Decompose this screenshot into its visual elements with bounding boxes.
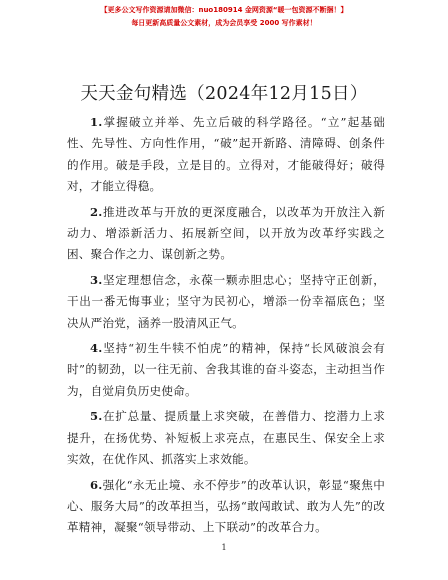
paragraph-text: 坚持“初生牛犊不怕虎”的精神，保持“长风破浪会有时”的韧劲，以一往无前、舍我其谁的奋斗姿态，主动担当作为，自觉肩负历史使命。	[67, 341, 385, 398]
paragraph-4	[67, 338, 385, 402]
document-body	[67, 112, 385, 543]
paragraph-number: 5.	[90, 409, 103, 424]
paragraph-text: 强化“永无止境、永不停步”的改革认识，彰显“聚焦中心、服务大局”的改革担当，弘扬“敢闯敢试、敢为人先”的改革精神，凝聚“领导带动、上下联动”的改革合力。	[67, 477, 385, 535]
paragraph-number: 6.	[90, 477, 103, 492]
promo-banner-line-2: 每日更新高质量公文素材，成为会员享受 2000 写作素材！	[131, 19, 317, 27]
paragraph-text: 推进改革与开放的更深度融合，以改革为开放注入新动力、增添新活力、拓展新空间，以开放为改革纾实践之困、聚合作之力、谋创新之势。	[67, 204, 385, 262]
paragraph-number: 1.	[90, 115, 103, 129]
paragraph-number: 2.	[90, 204, 103, 219]
promo-banner	[0, 4, 448, 30]
paragraph-5	[67, 406, 385, 470]
promo-banner-line-1: 【更多公文写作资源请加微信：nuo180914 金网资源“暖一包资源不断捆！】	[100, 6, 348, 14]
paragraph-1	[67, 112, 385, 198]
paragraph-number: 4.	[90, 341, 103, 356]
paragraph-text: 坚定理想信念，永葆一颗赤胆忠心；坚持守正创新，干出一番无悔事业；坚守为民初心，增添一份幸福底色；坚决从严治党，涵养一股清风正气。	[67, 272, 385, 330]
document-title: 天天金句精选（2024年12月15日）	[80, 84, 368, 104]
paragraph-2	[67, 202, 385, 266]
paragraph-3	[67, 270, 385, 334]
paragraph-6	[67, 475, 385, 539]
page-number: 1	[221, 543, 227, 552]
paragraph-text: 掌握破立并举、先立后破的科学路径。“立”起基础性、先导性、方向性作用，“破”起开新路、清障碍、创条件的作用。破是手段，立是目的。立得对，才能破得好；破得对，才能立得稳。	[67, 115, 385, 194]
paragraph-number: 3.	[90, 272, 103, 287]
paragraph-text: 在扩总量、提质量上求突破，在善借力、挖潜力上求提升，在扬优势、补短板上求亮点，在惠民生、保安全上求实效，在优作风、抓落实上求效能。	[67, 409, 385, 467]
